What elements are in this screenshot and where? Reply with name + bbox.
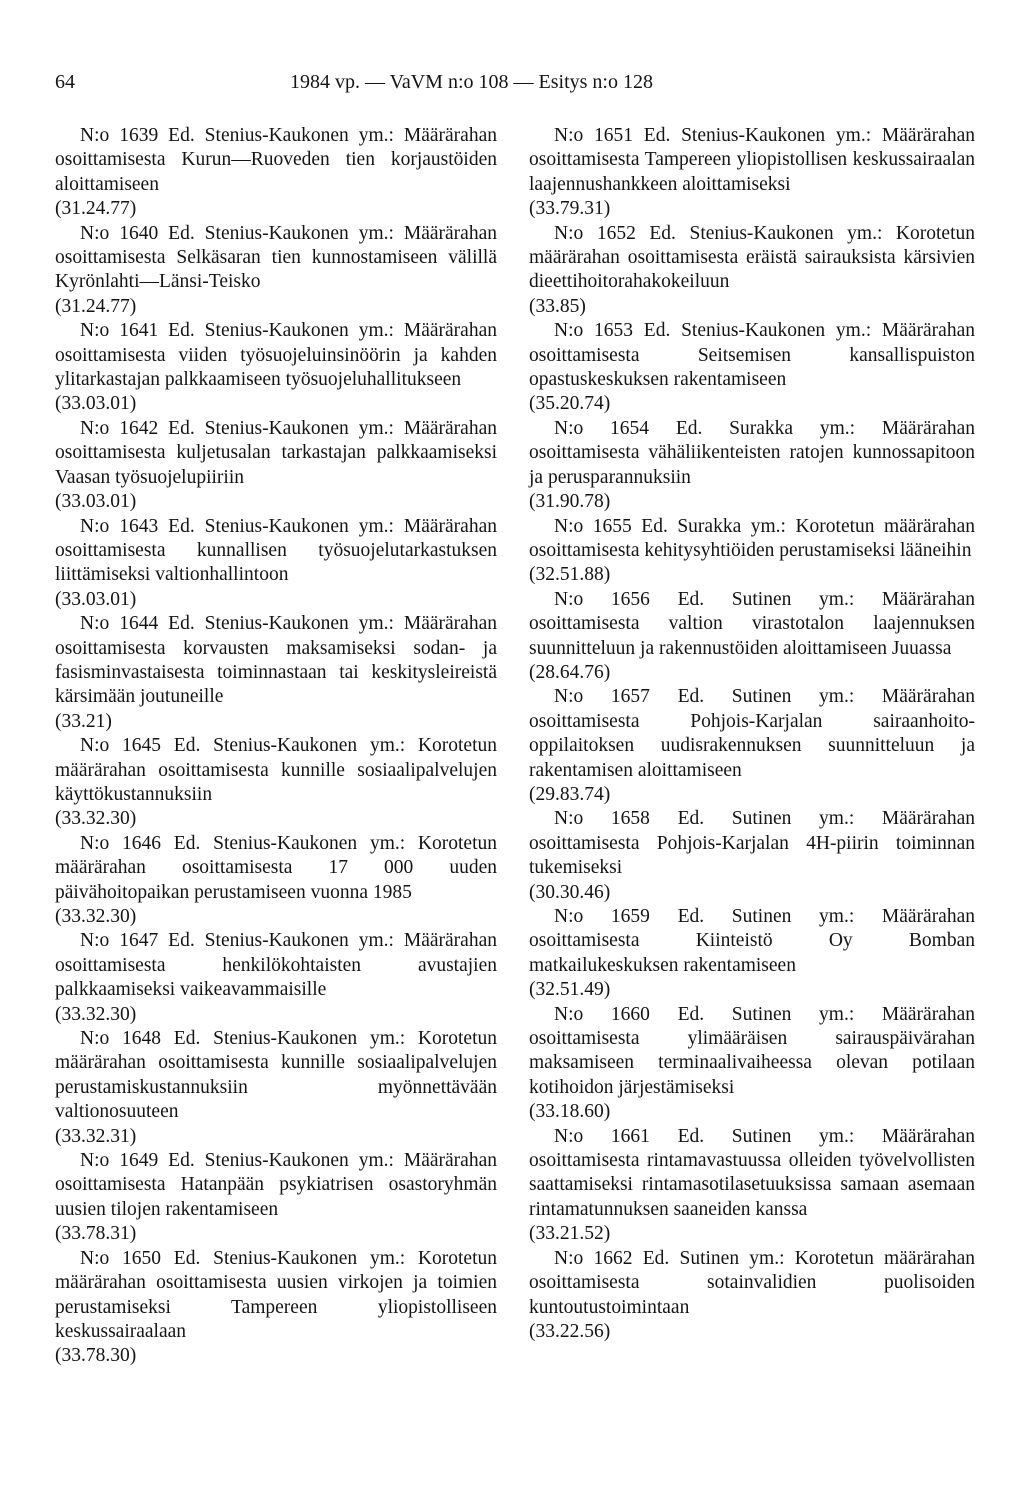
motion-entry xyxy=(529,124,975,222)
motion-entry xyxy=(529,1003,975,1125)
motion-entry xyxy=(529,222,975,320)
motion-entry xyxy=(55,832,497,930)
budget-reference: (33.78.31) xyxy=(55,1223,137,1245)
page-number: 64 xyxy=(55,71,75,93)
motion-text: N:o 1642 Ed. Stenius-Kaukonen ym.: Määrärahan osoittamisesta kuljetusalan tarkastajan palkkaamiseksi Vaasan työsuojelupiiriin xyxy=(55,417,497,488)
motion-text: N:o 1639 Ed. Stenius-Kaukonen ym.: Määrärahan osoittamisesta Kurun—Ruoveden tien korjaustöiden aloittamiseen xyxy=(55,125,497,195)
motion-text: N:o 1644 Ed. Stenius-Kaukonen ym.: Määrärahan osoittamisesta korvausten maksamiseksi sodan- ja fasisminvastaisesta toiminnastaan tai keskitysleireistä kärsimään joutuneille xyxy=(55,613,497,708)
motion-text: N:o 1660 Ed. Sutinen ym.: Määrärahan osoittamisesta ylimääräisen sairauspäivärahan maksamiseen terminaalivaiheessa olevan potilaan kotihoidon järjestämiseksi xyxy=(529,1003,975,1098)
running-header: 1984 vp. — VaVM n:o 108 — Esitys n:o 128 xyxy=(290,71,653,93)
budget-reference: (32.51.88) xyxy=(529,564,611,586)
motion-text: N:o 1653 Ed. Stenius-Kaukonen ym.: Määrärahan osoittamisesta Seitsemisen kansallispuiston opastuskeskuksen rakentamiseen xyxy=(529,320,975,391)
motion-text: N:o 1641 Ed. Stenius-Kaukonen ym.: Määrärahan osoittamisesta viiden työsuojeluinsinöörin ja kahden ylitarkastajan palkkaamiseen työsuojeluhallitukseen xyxy=(55,320,497,391)
budget-reference: (33.22.56) xyxy=(529,1320,611,1342)
motion-entry xyxy=(55,612,497,734)
right-column xyxy=(529,124,975,1344)
motion-entry xyxy=(55,1247,497,1369)
budget-reference: (33.79.31) xyxy=(529,198,611,220)
motion-text: N:o 1654 Ed. Surakka ym.: Määrärahan osoittamisesta vähäliikenteisten ratojen kunnossapitoon ja perusparannuksiin xyxy=(529,417,975,488)
motion-text: N:o 1657 Ed. Sutinen ym.: Määrärahan osoittamisesta Pohjois-Karjalan sairaanhoito-oppilaitoksen uudisrakennuksen suunnitteluun ja rakentamisen aloittamiseen xyxy=(529,686,975,781)
motion-entry xyxy=(55,417,497,515)
motion-text: N:o 1643 Ed. Stenius-Kaukonen ym.: Määrärahan osoittamisesta kunnallisen työsuojelutarkastuksen liittämiseksi valtionhallintoon xyxy=(55,515,497,586)
motion-text: N:o 1647 Ed. Stenius-Kaukonen ym.: Määrärahan osoittamisesta henkilökohtaisten avustajien palkkaamiseksi vaikeavammaisille xyxy=(55,930,497,1001)
motion-text: N:o 1646 Ed. Stenius-Kaukonen ym.: Korotetun määrärahan osoittamisesta 17 000 uuden päivähoitopaikan perustamiseen vuonna 1985 xyxy=(55,832,497,903)
motion-text: N:o 1655 Ed. Surakka ym.: Korotetun määrärahan osoittamisesta kehitysyhtiöiden perustamiseksi lääneihin xyxy=(529,515,975,561)
motion-entry xyxy=(529,1125,975,1247)
budget-reference: (33.78.30) xyxy=(55,1345,137,1367)
motion-entry xyxy=(55,319,497,417)
motion-entry xyxy=(55,515,497,613)
budget-reference: (33.21.52) xyxy=(529,1223,611,1245)
budget-reference: (33.03.01) xyxy=(55,588,137,610)
motion-entry xyxy=(529,685,975,807)
motion-text: N:o 1662 Ed. Sutinen ym.: Korotetun määrärahan osoittamisesta sotainvalidien puolisoiden kuntoutustoimintaan xyxy=(529,1247,975,1318)
budget-reference: (33.32.30) xyxy=(55,906,137,927)
motion-text: N:o 1659 Ed. Sutinen ym.: Määrärahan osoittamisesta Kiinteistö Oy Bomban matkailukeskuksen rakentamiseen xyxy=(529,906,975,976)
motion-entry xyxy=(529,1247,975,1345)
motion-text: N:o 1649 Ed. Stenius-Kaukonen ym.: Määrärahan osoittamisesta Hatanpään psykiatrisen osastoryhmän uusien tilojen rakentamiseen xyxy=(55,1150,497,1220)
left-column xyxy=(55,124,497,1369)
budget-reference: (33.03.01) xyxy=(55,393,137,415)
motion-text: N:o 1656 Ed. Sutinen ym.: Määrärahan osoittamisesta valtion virastotalon laajennuksen suunnitteluun ja rakennustöiden aloittamiseen Juuassa xyxy=(529,588,975,659)
motion-entry xyxy=(55,734,497,832)
motion-entry xyxy=(529,588,975,686)
budget-reference: (29.83.74) xyxy=(529,783,611,805)
motion-text: N:o 1651 Ed. Stenius-Kaukonen ym.: Määrärahan osoittamisesta Tampereen yliopistollisen keskussairaalan laajennushankkeen aloittamiseksi xyxy=(529,125,975,195)
motion-text: N:o 1640 Ed. Stenius-Kaukonen ym.: Määrärahan osoittamisesta Selkäsaran tien kunnostamiseen välillä Kyrönlahti—Länsi-Teisko xyxy=(55,222,497,293)
budget-reference: (32.51.49) xyxy=(529,979,611,1001)
budget-reference: (33.18.60) xyxy=(529,1101,611,1123)
budget-reference: (33.32.30) xyxy=(55,808,137,830)
motion-entry xyxy=(55,124,497,222)
budget-reference: (33.85) xyxy=(529,295,586,317)
motion-entry xyxy=(55,1149,497,1247)
motion-entry xyxy=(55,929,497,1027)
budget-reference: (31.24.77) xyxy=(55,198,137,220)
motion-text: N:o 1652 Ed. Stenius-Kaukonen ym.: Korotetun määrärahan osoittamisesta eräistä sairauksista kärsivien dieettihoitorahakokeiluun xyxy=(529,222,975,293)
budget-reference: (35.20.74) xyxy=(529,393,611,415)
motion-entry xyxy=(529,807,975,905)
motion-text: N:o 1645 Ed. Stenius-Kaukonen ym.: Korotetun määrärahan osoittamisesta kunnille sosiaalipalvelujen käyttökustannuksiin xyxy=(55,735,497,805)
budget-reference: (30.30.46) xyxy=(529,881,611,903)
motion-text: N:o 1661 Ed. Sutinen ym.: Määrärahan osoittamisesta rintamavastuussa olleiden työvelvollisten saattamiseksi rintamasotilasetuuksissa samaan asemaan rintamatunnuksen saaneiden kanssa xyxy=(529,1125,975,1220)
budget-reference: (28.64.76) xyxy=(529,661,611,683)
motion-entry xyxy=(529,417,975,515)
budget-reference: (33.21) xyxy=(55,710,112,732)
motion-text: N:o 1650 Ed. Stenius-Kaukonen ym.: Korotetun määrärahan osoittamisesta uusien virkojen ja toimien perustamiseksi Tampereen yliopistolliseen keskussairaalaan xyxy=(55,1247,497,1342)
budget-reference: (31.24.77) xyxy=(55,295,137,317)
budget-reference: (33.32.31) xyxy=(55,1125,137,1147)
motion-entry xyxy=(529,319,975,417)
motion-entry xyxy=(529,905,975,1003)
motion-entry xyxy=(55,1027,497,1149)
motion-entry xyxy=(55,222,497,320)
motion-text: N:o 1658 Ed. Sutinen ym.: Määrärahan osoittamisesta Pohjois-Karjalan 4H-piirin toiminnan tukemiseksi xyxy=(529,808,975,879)
budget-reference: (31.90.78) xyxy=(529,491,611,513)
budget-reference: (33.32.30) xyxy=(55,1003,137,1025)
motion-text: N:o 1648 Ed. Stenius-Kaukonen ym.: Korotetun määrärahan osoittamisesta kunnille sosiaalipalvelujen perustamiskustannuksiin myönnettävään valtionosuuteen xyxy=(55,1028,497,1123)
budget-reference: (33.03.01) xyxy=(55,491,137,513)
motion-entry xyxy=(529,515,975,588)
